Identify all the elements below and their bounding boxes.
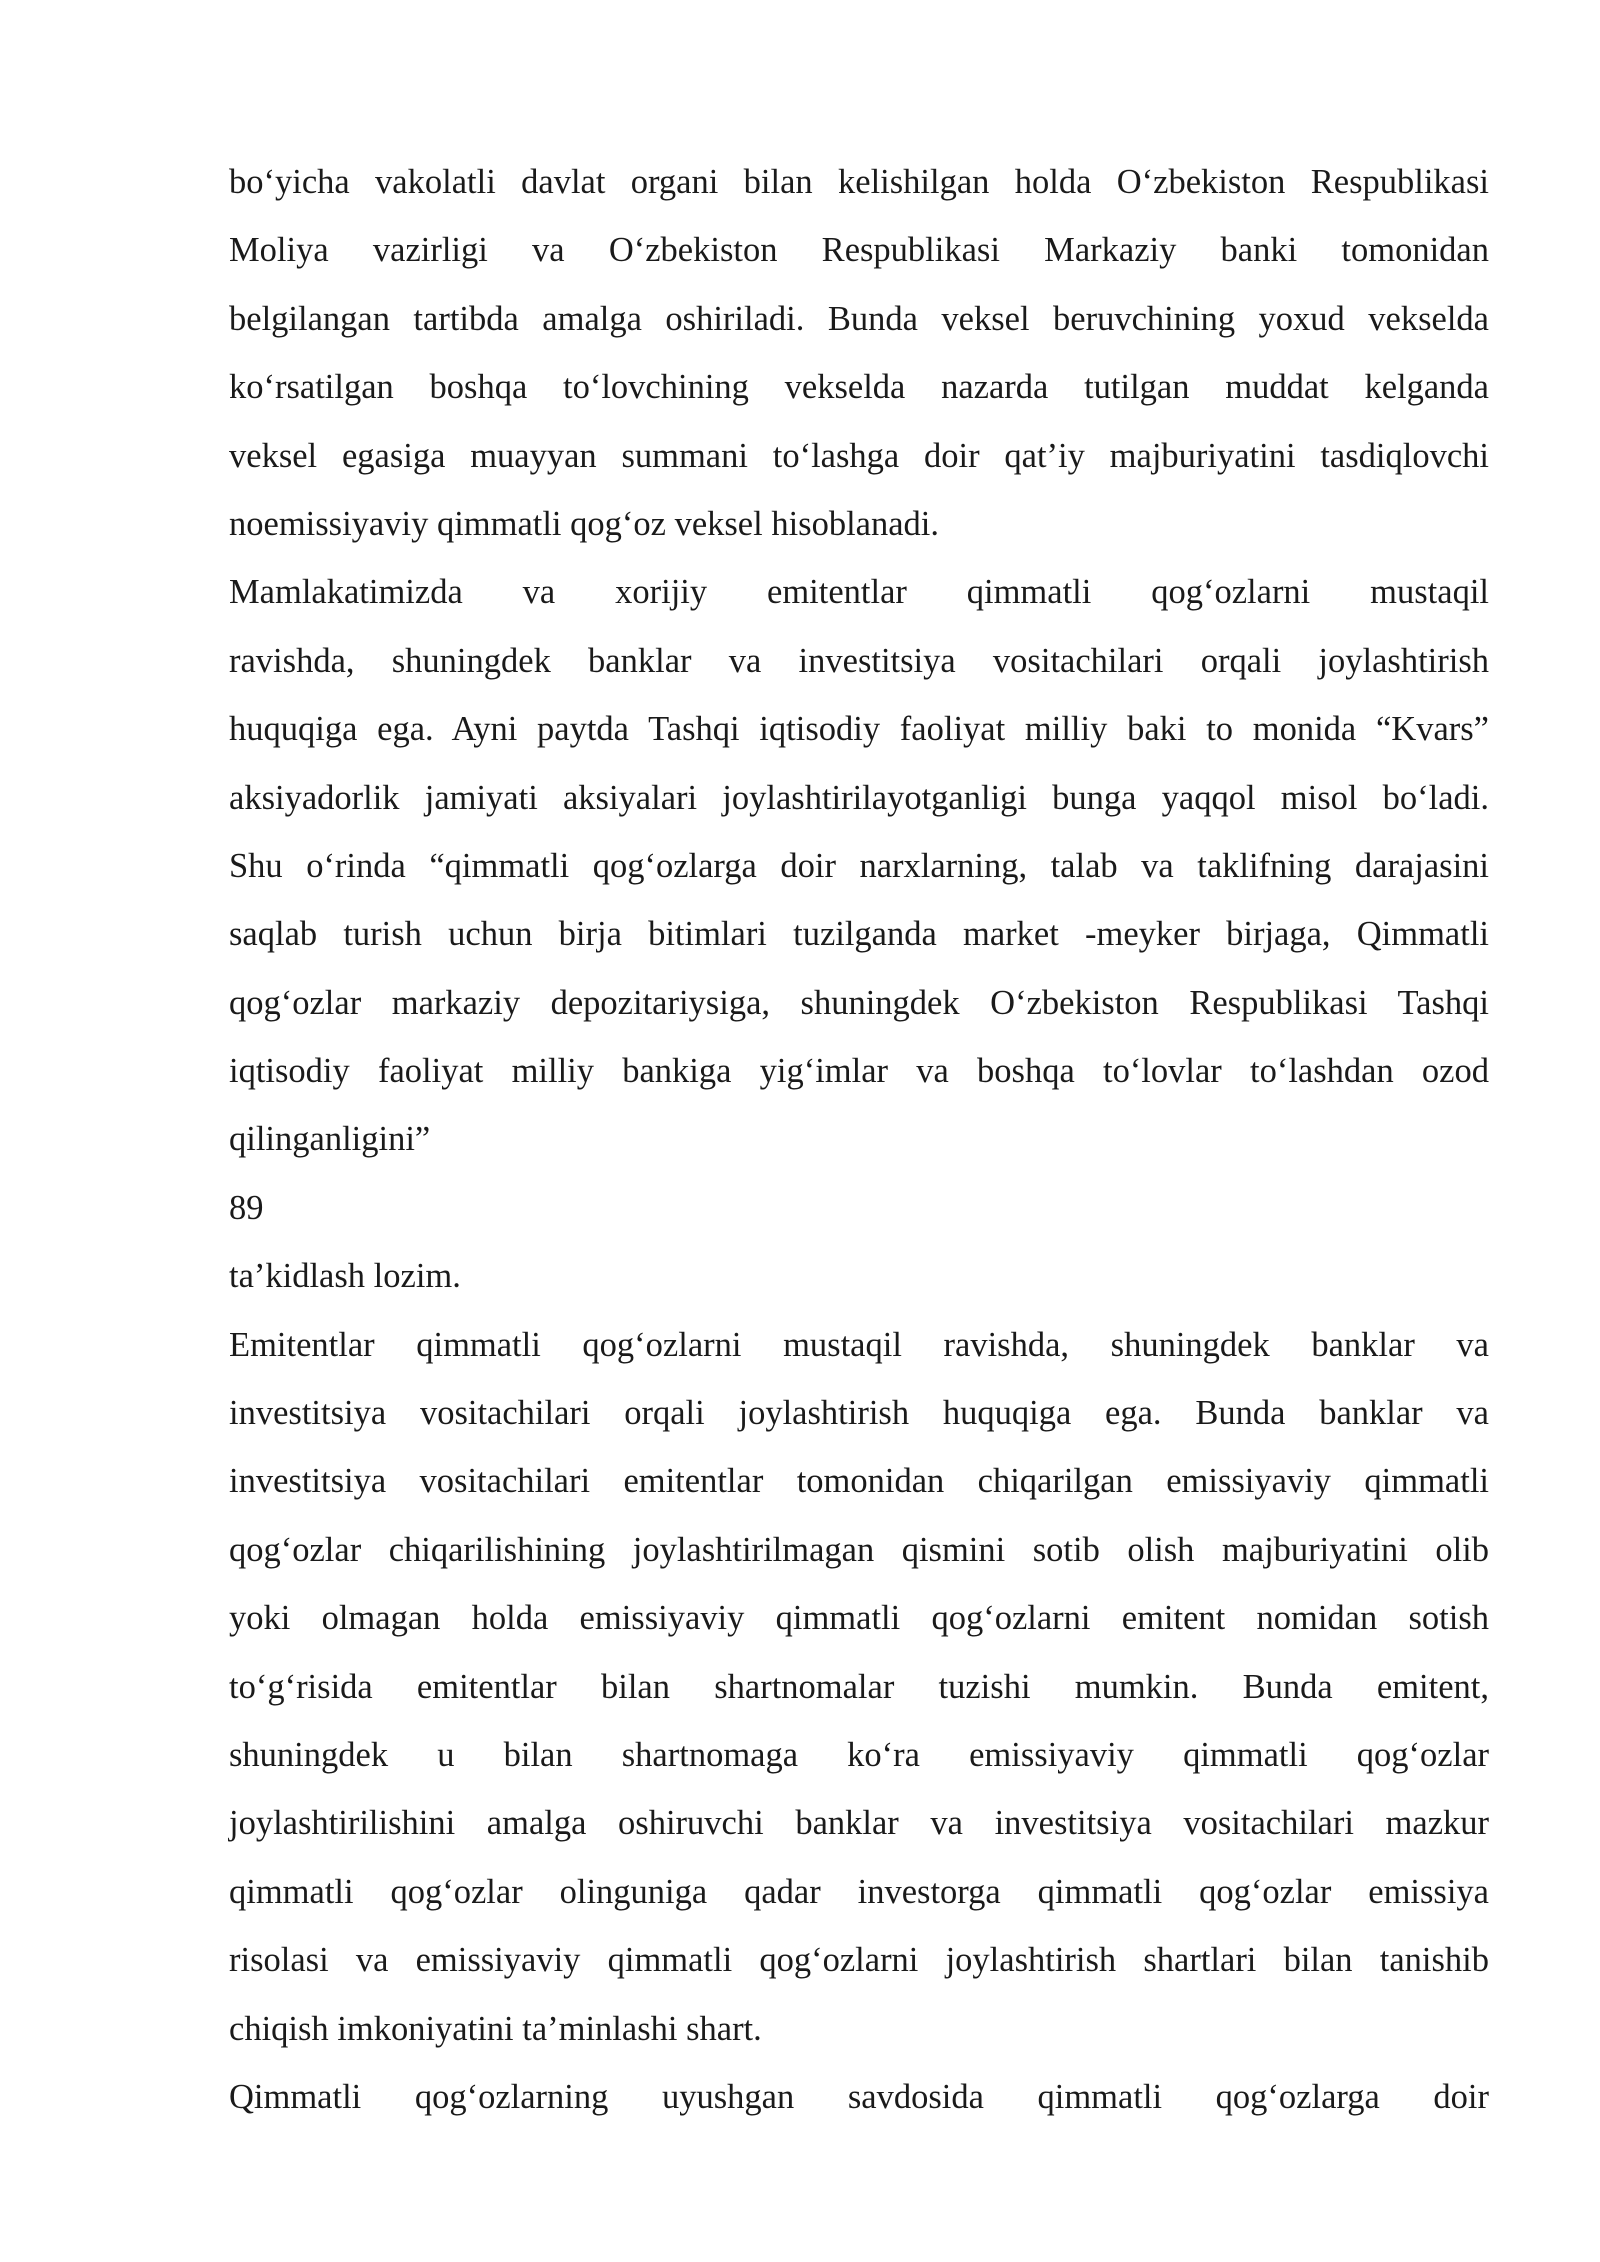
text-line: risolasi va emissiyaviy qimmatli qog‘ozlarni joylashtirish shartlari bilan tanishib [229,1941,1489,1980]
text-line: ta’kidlash lozim. [229,1257,461,1296]
text-line: Qimmatli qog‘ozlarning uyushgan savdosida qimmatli qog‘ozlarga doir [229,2077,1489,2116]
text-line: saqlab turish uchun birja bitimlari tuzilganda market -meyker birjaga, Qimmatli [229,915,1489,954]
text-line: noemissiyaviy qimmatli qog‘oz veksel hisoblanadi. [229,504,940,543]
text-line: investitsiya vositachilari orqali joylashtirish huquqiga ega. Bunda banklar va [229,1394,1489,1433]
text-line: aksiyadorlik jamiyati aksiyalari joylashtirilayotganligi bunga yaqqol misol bo‘ladi. [229,778,1489,817]
text-line: Emitentlar qimmatli qog‘ozlarni mustaqil ravishda, shuningdek banklar va [229,1325,1489,1364]
text-line: shuningdek u bilan shartnomaga ko‘ra emissiyaviy qimmatli qog‘ozlar [229,1735,1489,1774]
text-line: investitsiya vositachilari emitentlar tomonidan chiqarilgan emissiyaviy qimmatli [229,1462,1489,1501]
body-text [229,148,1489,2131]
text-line: qog‘ozlar chiqarilishining joylashtirilmagan qismini sotib olish majburiyatini olib [229,1530,1489,1569]
text-line: Shu o‘rinda “qimmatli qog‘ozlarga doir narxlarning, talab va taklifning darajasini [229,846,1489,885]
text-line: huquqiga ega. Ayni paytda Tashqi iqtisodiy faoliyat milliy baki to monida “Kvars” [229,710,1489,749]
text-line: ko‘rsatilgan boshqa to‘lovchining vekselda nazarda tutilgan muddat kelganda [229,368,1489,407]
text-line: belgilangan tartibda amalga oshiriladi. Bunda veksel beruvchining yoxud vekselda [229,299,1489,338]
text-line: veksel egasiga muayyan summani to‘lashga doir qat’iy majburiyatini tasdiqlovchi [229,436,1489,475]
text-line: qimmatli qog‘ozlar olinguniga qadar investorga qimmatli qog‘ozlar emissiya [229,1872,1489,1911]
text-line: joylashtirilishini amalga oshiruvchi banklar va investitsiya vositachilari mazkur [229,1804,1489,1843]
text-line: ravishda, shuningdek banklar va investitsiya vositachilari orqali joylashtirish [229,641,1489,680]
text-line: chiqish imkoniyatini ta’minlashi shart. [229,2009,762,2048]
text-line: to‘g‘risida emitentlar bilan shartnomalar tuzishi mumkin. Bunda emitent, [229,1667,1489,1706]
text-line: bo‘yicha vakolatli davlat organi bilan kelishilgan holda O‘zbekiston Respublikasi [229,163,1489,201]
text-line: Mamlakatimizda va xorijiy emitentlar qimmatli qog‘ozlarni mustaqil [229,573,1489,612]
text-line: Moliya vazirligi va O‘zbekiston Respublikasi Markaziy banki tomonidan [229,231,1489,270]
text-line: qog‘ozlar markaziy depozitariysiga, shuningdek O‘zbekiston Respublikasi Tashqi [229,983,1489,1022]
text-line: yoki olmagan holda emissiyaviy qimmatli qog‘ozlarni emitent nomidan sotish [229,1599,1489,1638]
page-number: 89 [229,1188,264,1227]
text-line: iqtisodiy faoliyat milliy bankiga yig‘imlar va boshqa to‘lovlar to‘lashdan ozod [229,1052,1489,1091]
text-line: qilinganligini” [229,1120,431,1159]
